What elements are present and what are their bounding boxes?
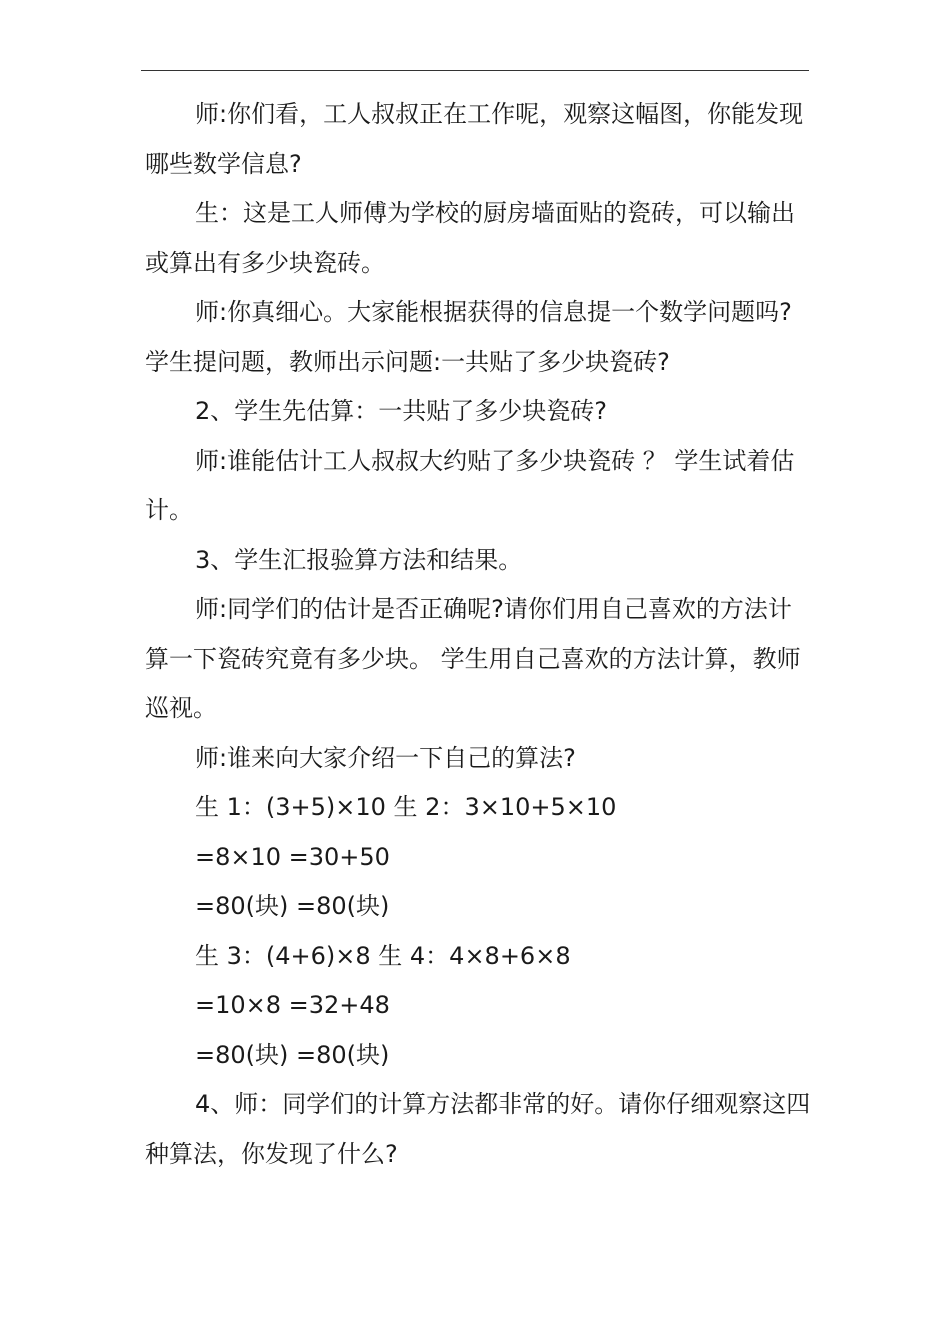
- paragraph-teacher-observe: 师:你们看，工人叔叔正在工作呢，观察这幅图，你能发现哪些数学信息?: [145, 100, 804, 178]
- paragraph-teacher-estimate: 师:谁能估计工人叔叔大约贴了多少块瓷砖 ？ 学生试着估计。: [145, 446, 795, 524]
- equation-line-step-a: =8×10 =30+50: [195, 842, 390, 871]
- paragraph-step-4-compare: 4、师：同学们的计算方法都非常的好。请你仔细观察这四种算法，你发现了什么?: [145, 1090, 811, 1168]
- header-rule: [141, 70, 809, 71]
- paragraph-step-2-estimate: 2、学生先估算：一共贴了多少块瓷砖?: [195, 397, 608, 425]
- paragraph-teacher-method: 师:谁来向大家介绍一下自己的算法?: [195, 743, 576, 772]
- paragraph-teacher-question: 师:你真细心。大家能根据获得的信息提一个数学问题吗?学生提问题，教师出示问题:一共贴了多少块瓷砖?: [145, 298, 792, 376]
- equation-line-result-b: =80(块) =80(块): [195, 1040, 390, 1069]
- equation-line-students-1-2: 生 1：(3+5)×10 生 2：3×10+5×10: [195, 793, 617, 821]
- document-body: [145, 90, 813, 1179]
- equation-line-students-3-4: 生 3：(4+6)×8 生 4：4×8+6×8: [195, 941, 571, 970]
- equation-line-result-a: =80(块) =80(块): [195, 892, 390, 920]
- paragraph-step-3-report: 3、学生汇报验算方法和结果。: [195, 545, 523, 574]
- paragraph-teacher-calculate: 师:同学们的估计是否正确呢?请你们用自己喜欢的方法计算一下瓷砖究竟有多少块。 学生用自己喜欢的方法计算，教师巡视。: [145, 595, 801, 722]
- equation-line-step-b: =10×8 =32+48: [195, 991, 390, 1019]
- paragraph-student-tiles: 生：这是工人师傅为学校的厨房墙面贴的瓷砖，可以输出或算出有多少块瓷砖。: [145, 199, 795, 277]
